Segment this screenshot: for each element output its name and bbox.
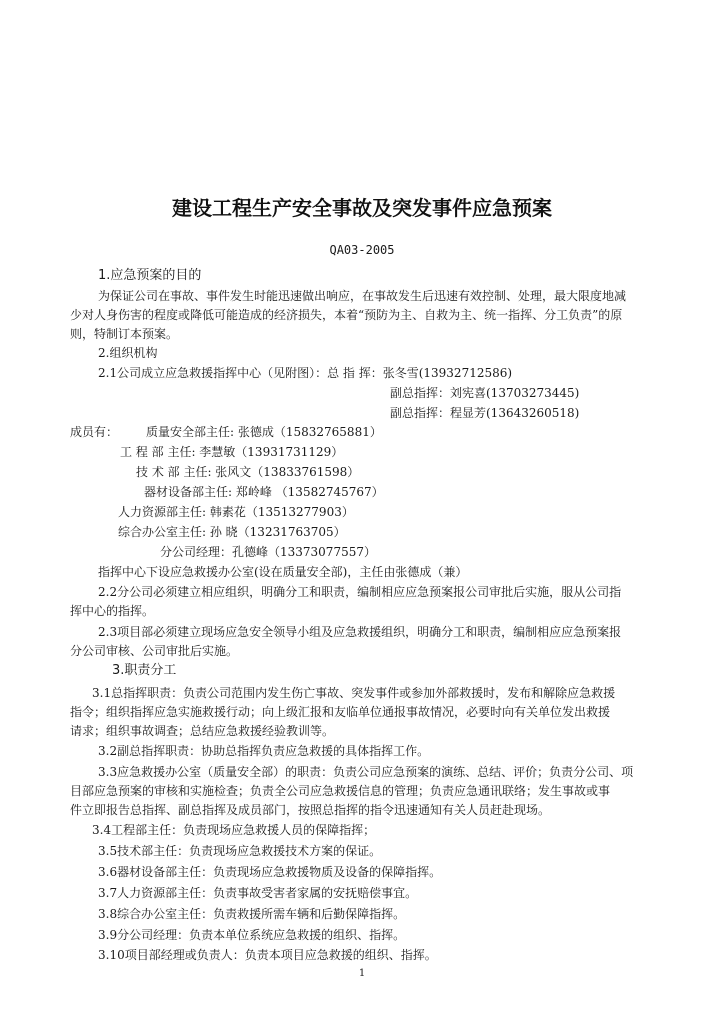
deputy-commander-2: 副总指挥：程显芳(13643260518): [390, 406, 580, 420]
member-item: 器材设备部主任: 郑岭峰 （13582745767）: [144, 485, 384, 499]
member-item: 综合办公室主任: 孙 晓（13231763705）: [118, 525, 346, 539]
paragraph-line: 指挥中心下设应急救援办公室(设在质量安全部)，主任由张德成（兼）: [98, 565, 468, 579]
paragraph-line: 3.1总指挥职责：负责公司范围内发生伤亡事故、突发事件或参加外部救援时，发布和解除应急救援: [92, 686, 616, 700]
paragraph-line: 2.2分公司必须建立相应组织，明确分工和职责，编制相应应急预案报公司审批后实施，服从公司指: [98, 585, 622, 599]
paragraph-line: 3.7人力资源部主任：负责事故受害者家属的安抚赔偿事宜。: [98, 886, 418, 900]
paragraph-line: 请求；组织事故调查；总结应急救援经验教训等。: [70, 724, 335, 738]
section-3-heading: 3.职责分工: [112, 663, 177, 678]
section-2-heading: 2.组织机构: [98, 346, 158, 360]
member-item: 技 术 部 主任: 张风文（13833761598）: [136, 465, 360, 479]
page-number: 1: [358, 968, 366, 979]
paragraph-line: 指令；组织指挥应急实施救援行动；向上级汇报和友临单位通报事故情况，必要时向有关单位发出救援: [70, 705, 611, 719]
members-label: 成员有：: [70, 425, 119, 439]
paragraph-line: 少对人身伤害的程度或降低可能造成的经济损失，本着“预防为主、自救为主、统一指挥、分工负责”的原: [70, 308, 623, 322]
paragraph-line: 3.6器材设备部主任：负责现场应急救援物质及设备的保障指挥。: [98, 865, 442, 879]
member-item: 工 程 部 主任: 李慧敏（13931731129）: [120, 445, 344, 459]
deputy-commander-1: 副总指挥：刘宪喜(13703273445): [390, 386, 580, 400]
section-1-heading: 1.应急预案的目的: [98, 268, 202, 283]
member-item: 质量安全部主任: 张德成（15832765881）: [146, 425, 382, 439]
member-item: 人力资源部主任: 韩素花（13513277903）: [118, 505, 354, 519]
document-code: QA03-2005: [329, 243, 395, 257]
paragraph-line: 挥中心的指挥。: [70, 604, 155, 618]
paragraph-line: 分公司审核、公司审批后实施。: [70, 644, 239, 658]
document-title: 建设工程生产安全事故及突发事件应急预案: [172, 196, 552, 220]
paragraph-line: 3.8综合办公室主任：负责救援所需车辆和后勤保障指挥。: [98, 907, 406, 921]
paragraph-line: 件立即报告总指挥、副总指挥及成员部门，按照总指挥的指令迅速通知有关人员赶赴现场。: [70, 803, 551, 817]
paragraph-line: 2.3项目部必须建立现场应急安全领导小组及应急救援组织，明确分工和职责，编制相应应急预案报: [98, 625, 622, 639]
paragraph-line: 3.5技术部主任：负责现场应急救援技术方案的保证。: [98, 844, 382, 858]
paragraph-line: 3.10项目部经理或负责人：负责本项目应急救援的组织、指挥。: [98, 948, 437, 962]
member-item: 分公司经理：孔德峰（13373077557）: [160, 545, 376, 559]
paragraph-line: 则，特制订本预案。: [70, 327, 179, 341]
paragraph-line: 3.9分公司经理：负责本单位系统应急救援的组织、指挥。: [98, 928, 406, 942]
paragraph-line: 3.3应急救援办公室（质量安全部）的职责：负责公司应急预案的演练、总结、评价；负责分公司、项: [98, 765, 634, 779]
paragraph-line: 为保证公司在事故、事件发生时能迅速做出响应，在事故发生后迅速有效控制、处理，最大限度地减: [98, 289, 627, 303]
paragraph-line: 2.1公司成立应急救援指挥中心（见附图）：总 指 挥：张冬雪(13932712586): [98, 366, 513, 380]
paragraph-line: 3.2副总指挥职责：协助总指挥负责应急救援的具体指挥工作。: [98, 744, 430, 758]
paragraph-line: 目部应急预案的审核和实施检查；负责全公司应急救援信息的管理；负责应急通讯联络；发生事故或事: [70, 784, 611, 798]
paragraph-line: 3.4工程部主任：负责现场应急救援人员的保障指挥；: [92, 823, 376, 837]
